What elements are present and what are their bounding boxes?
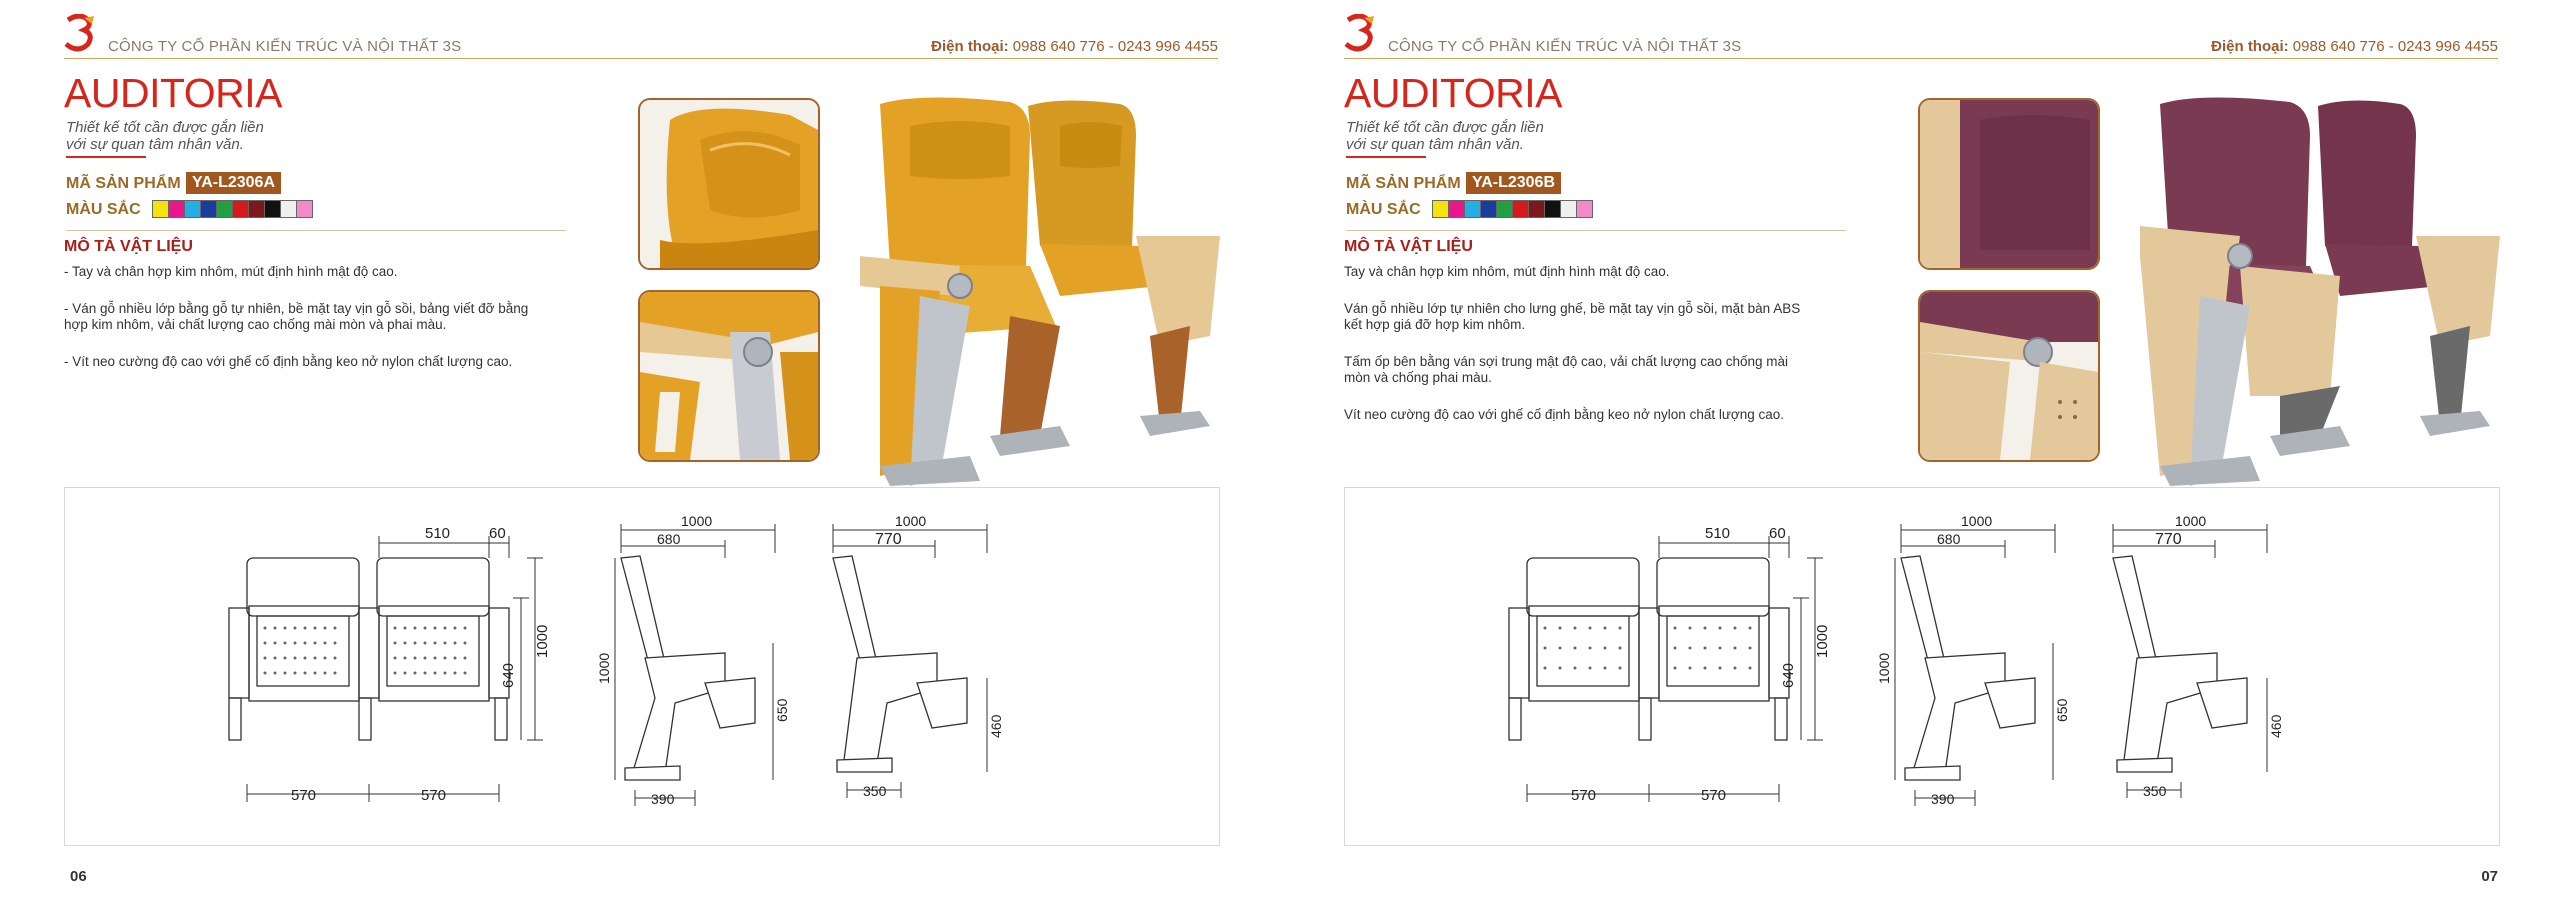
dim-460: 460 — [988, 714, 1004, 738]
page-header — [64, 14, 1218, 59]
dim-570-b: 570 — [421, 787, 447, 804]
material-description — [1344, 264, 1814, 444]
dim-1000-side: 1000 — [1961, 513, 1993, 529]
dim-390: 390 — [651, 791, 675, 807]
dim-350: 350 — [2143, 783, 2167, 799]
product-code-label: MÃ SẢN PHẨM — [66, 175, 181, 192]
color-swatch — [249, 201, 265, 217]
dim-1000: 1000 — [1814, 624, 1831, 658]
color-swatches — [152, 200, 313, 218]
company-name: CÔNG TY CỔ PHẦN KIẾN TRÚC VÀ NỘI THẤT 3S — [1388, 38, 1742, 55]
material-description-title: MÔ TẢ VẬT LIỆU — [64, 238, 193, 255]
dim-510: 510 — [425, 525, 451, 542]
phone-number: Điện thoại: 0988 640 776 - 0243 996 4455 — [931, 38, 1218, 55]
dim-460: 460 — [2268, 714, 2284, 738]
technical-drawing — [1344, 487, 2500, 846]
desc-line: Tay và chân hợp kim nhôm, mút định hình mật độ cao. — [1344, 264, 1670, 279]
company-logo-icon — [64, 14, 98, 52]
desc-line: Tấm ốp bên bằng ván sợi trung mật độ cao, vải chất lượng cao chống mài mòn và chống phai màu. — [1344, 354, 1788, 385]
dim-650: 650 — [2054, 698, 2070, 722]
desc-line: - Ván gỗ nhiều lớp bằng gỗ tự nhiên, bề mặt tay vịn gỗ sồi, bảng viết đỡ bằng hợp kim nhôm, vải chất lượng cao chống mài mòn và phai màu. — [64, 301, 529, 332]
color-swatch — [1465, 201, 1481, 217]
color-swatch — [1449, 201, 1465, 217]
desc-line: - Tay và chân hợp kim nhôm, mút định hình mật độ cao. — [64, 264, 398, 279]
phone-number: Điện thoại: 0988 640 776 - 0243 996 4455 — [2211, 38, 2498, 55]
dim-390: 390 — [1931, 791, 1955, 807]
catalog-page-right — [1280, 0, 2560, 905]
tagline: Thiết kế tốt cần được gắn liền với sự quan tâm nhân văn. — [66, 119, 264, 153]
dim-1000-height: 1000 — [596, 652, 612, 684]
backrest-detail-photo — [1918, 98, 2100, 270]
dim-650: 650 — [774, 698, 790, 722]
tagline: Thiết kế tốt cần được gắn liền với sự quan tâm nhân văn. — [1346, 119, 1544, 153]
material-description — [64, 264, 534, 391]
dim-60: 60 — [1769, 525, 1786, 542]
product-code-label: MÃ SẢN PHẨM — [1346, 175, 1461, 192]
divider — [66, 230, 566, 231]
page-number: 07 — [2481, 868, 2498, 885]
dim-770: 770 — [2155, 531, 2182, 548]
page-header — [1344, 14, 2498, 59]
dim-680: 680 — [1937, 531, 1961, 547]
dim-1000-height: 1000 — [1876, 652, 1892, 684]
company-name: CÔNG TY CỔ PHẦN KIẾN TRÚC VÀ NỘI THẤT 3S — [108, 38, 462, 55]
color-swatch — [265, 201, 281, 217]
material-description-title: MÔ TẢ VẬT LIỆU — [1344, 238, 1473, 255]
dim-570-b: 570 — [1701, 787, 1727, 804]
dim-510: 510 — [1705, 525, 1731, 542]
dim-680: 680 — [657, 531, 681, 547]
color-swatch — [281, 201, 297, 217]
dim-1000-top: 1000 — [2175, 513, 2207, 529]
color-swatch — [169, 201, 185, 217]
dim-60: 60 — [489, 525, 506, 542]
title-accent-line — [66, 156, 146, 158]
company-logo-icon — [1344, 14, 1378, 52]
headrest-detail-photo — [638, 98, 820, 270]
color-swatch — [1513, 201, 1529, 217]
page-number: 06 — [70, 868, 87, 885]
color-label: MÀU SẮC — [1346, 201, 1421, 218]
color-swatch — [1545, 201, 1561, 217]
armrest-detail-photo — [1918, 290, 2100, 462]
product-title: AUDITORIA — [64, 70, 282, 116]
color-swatch — [1433, 201, 1449, 217]
color-label: MÀU SẮC — [66, 201, 141, 218]
title-accent-line — [1346, 156, 1426, 158]
product-title: AUDITORIA — [1344, 70, 1562, 116]
color-swatch — [1497, 201, 1513, 217]
color-swatch — [201, 201, 217, 217]
desc-line: Vít neo cường độ cao với ghế cố định bằng keo nở nylon chất lượng cao. — [1344, 407, 1785, 422]
color-swatch — [233, 201, 249, 217]
color-swatch — [1529, 201, 1545, 217]
dim-640: 640 — [500, 662, 517, 688]
product-code-badge: YA-L2306A — [186, 172, 281, 194]
color-swatch — [217, 201, 233, 217]
color-swatch — [297, 201, 312, 217]
dim-350: 350 — [863, 783, 887, 799]
product-code-badge: YA-L2306B — [1466, 172, 1561, 194]
dim-1000-side: 1000 — [681, 513, 713, 529]
chair-render-image — [860, 96, 1220, 486]
desc-line: - Vít neo cường độ cao với ghế cố định bằng keo nở nylon chất lượng cao. — [64, 354, 513, 369]
technical-drawing — [64, 487, 1220, 846]
color-swatch — [185, 201, 201, 217]
color-swatch — [1481, 201, 1497, 217]
color-swatches — [1432, 200, 1593, 218]
dim-1000: 1000 — [534, 624, 551, 658]
dim-570-a: 570 — [1571, 787, 1597, 804]
divider — [1346, 230, 1846, 231]
desc-line: Ván gỗ nhiều lớp tự nhiên cho lưng ghế, bề mặt tay vịn gỗ sồi, mặt bàn ABS kết hợp giá đỡ hợp kim nhôm. — [1344, 301, 1801, 332]
color-swatch — [153, 201, 169, 217]
dim-570-a: 570 — [291, 787, 317, 804]
chair-render-image — [2140, 96, 2500, 486]
color-swatch — [1561, 201, 1577, 217]
armrest-detail-photo — [638, 290, 820, 462]
dim-640: 640 — [1780, 662, 1797, 688]
color-swatch — [1577, 201, 1592, 217]
dim-1000-top: 1000 — [895, 513, 927, 529]
dim-770: 770 — [875, 531, 902, 548]
